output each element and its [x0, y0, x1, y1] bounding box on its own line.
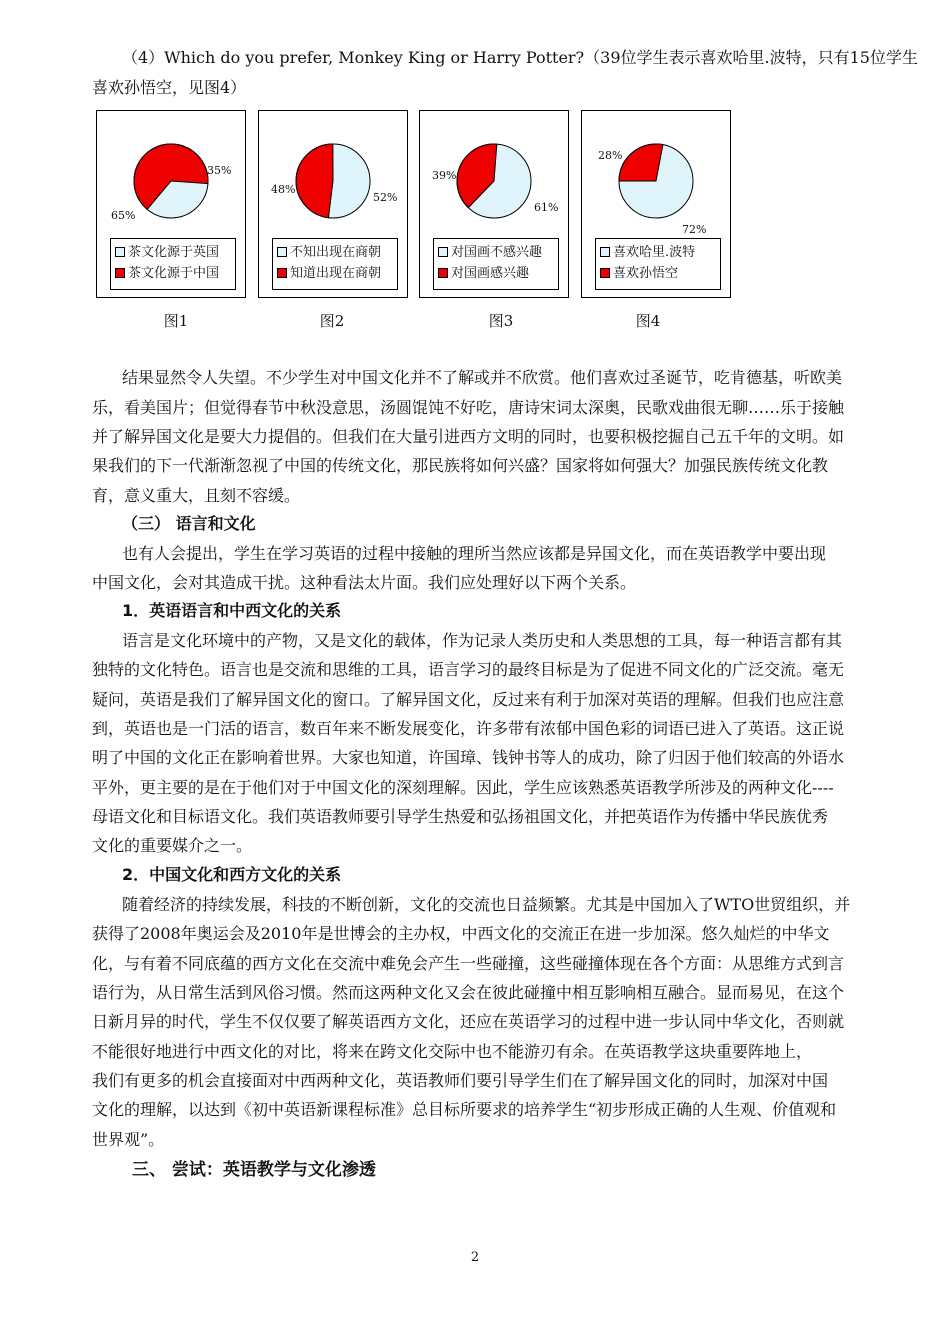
legend-label: 茶文化源于中国: [128, 266, 220, 281]
intro-line-1: （4）Which do you prefer, Monkey King or Harry Potter?（39位学生表示喜欢哈里.波特，只有15位学生: [122, 48, 918, 67]
legend-label: 知道出现在商朝: [290, 266, 382, 281]
legend-label: 茶文化源于英国: [128, 245, 220, 260]
legend-swatch-light: [115, 247, 125, 257]
paragraph-4-line: 我们有更多的机会直接面对中西两种文化，英语教师们要引导学生们在了解异国文化的同时，加深对中国: [92, 1071, 829, 1090]
paragraph-4-line: 化，与有着不同底蕴的西方文化在交流中难免会产生一些碰撞，这些碰撞体现在各个方面：从思维方式到言: [92, 954, 845, 973]
figure-3-caption: 图3: [488, 312, 514, 330]
legend-label: 喜欢孙悟空: [613, 266, 679, 281]
paragraph-1-line: 并了解异国文化是要大力提倡的。但我们在大量引进西方文明的同时，也要积极挖掘自己五千年的文明。如: [92, 427, 845, 446]
pie4-label-red: 28%: [598, 149, 623, 162]
figure-1-pie-chart: [96, 110, 246, 298]
legend-swatch-light: [277, 247, 287, 257]
legend-row: [600, 265, 678, 283]
legend-swatch-red: [277, 268, 287, 278]
paragraph-4-line: 不能很好地进行中西文化的对比，将来在跨文化交际中也不能游刃有余。在英语教学这块重要阵地上，: [92, 1042, 813, 1061]
figure-2-caption: 图2: [319, 312, 345, 330]
legend-row: [277, 265, 381, 283]
paragraph-4-line: 文化的理解，以达到《初中英语新课程标准》总目标所要求的培养学生“初步形成正确的人生观、价值观和: [92, 1100, 837, 1119]
legend-row: [277, 244, 381, 262]
legend-row: [115, 265, 219, 283]
legend-swatch-red: [115, 268, 125, 278]
paragraph-1-line: 乐，看美国片；但觉得春节中秋没意思，汤圆馄饨不好吃，唐诗宋词太深奥，民歌戏曲很无聊……乐于接触: [92, 398, 845, 417]
pie3-label-light: 61%: [534, 201, 559, 214]
legend-label: 对国画感兴趣: [451, 266, 530, 281]
figure-2-legend: [272, 238, 398, 290]
figure-2-pie-chart: [258, 110, 408, 298]
paragraph-4-line: 获得了2008年奥运会及2010年是世博会的主办权，中西文化的交流正在进一步加深。悠久灿烂的中华文: [92, 924, 830, 943]
legend-swatch-red: [600, 268, 610, 278]
paragraph-3-line: 语言是文化环境中的产物，又是文化的载体，作为记录人类历史和人类思想的工具，每一种语言都有其: [122, 631, 843, 650]
paragraph-3-line: 到，英语也是一门活的语言，数百年来不断发展变化，许多带有浓郁中国色彩的词语已进入了英语。这正说: [92, 719, 845, 738]
subheading-2: 2．中国文化和西方文化的关系: [122, 865, 342, 884]
pie4-label-light: 72%: [682, 223, 707, 236]
pie2-label-red: 48%: [271, 183, 296, 196]
intro-line-2: 喜欢孙悟空，见图4）: [92, 78, 247, 97]
section-heading-3: （三） 语言和文化: [122, 514, 256, 533]
paragraph-4-line: 世界观”。: [92, 1130, 165, 1149]
paragraph-4-line: 语行为，从日常生活到风俗习惯。然而这两种文化又会在彼此碰撞中相互影响相互融合。显而易见，在这个: [92, 983, 845, 1002]
legend-row: [438, 265, 529, 283]
pie1-label-light: 35%: [207, 164, 232, 177]
legend-swatch-red: [438, 268, 448, 278]
figure-3-pie-chart: [419, 110, 569, 298]
pie4-slice-monkey-king: [619, 144, 663, 181]
paragraph-4-line: 日新月异的时代，学生不仅仅要了解英语西方文化，还应在英语学习的过程中进一步认同中华文化，否则就: [92, 1012, 845, 1031]
paragraph-3-line: 疑问，英语是我们了解异国文化的窗口。了解异国文化，反过来有利于加深对英语的理解。但我们也应注意: [92, 690, 845, 709]
paragraph-3-line: 明了中国的文化正在影响着世界。大家也知道，许国璋、钱钟书等人的成功，除了归因于他们较高的外语水: [92, 748, 845, 767]
figure-4-pie-chart: [581, 110, 731, 298]
paragraph-3-line: 文化的重要媒介之一。: [92, 836, 253, 855]
paragraph-1-line: 育，意义重大，且刻不容缓。: [92, 486, 301, 505]
pie1-label-red: 65%: [111, 209, 136, 222]
legend-label: 喜欢哈里.波特: [613, 245, 696, 260]
legend-row: [600, 244, 695, 262]
section-heading-4: 三、 尝试：英语教学与文化渗透: [132, 1160, 376, 1180]
legend-label: 对国画不感兴趣: [451, 245, 543, 260]
paragraph-3-line: 独特的文化特色。语言也是交流和思维的工具，语言学习的最终目标是为了促进不同文化的广泛交流。毫无: [92, 660, 845, 679]
figure-4-legend: [595, 238, 721, 290]
paragraph-3-line: 平外，更主要的是在于他们对于中国文化的深刻理解。因此，学生应该熟悉英语教学所涉及的两种文化----: [92, 778, 834, 797]
pie2-slice-shang: [296, 144, 333, 218]
figure-4-caption: 图4: [635, 312, 661, 330]
subheading-1: 1．英语语言和中西文化的关系: [122, 601, 342, 620]
paragraph-1-line: 果我们的下一代渐渐忽视了中国的传统文化，那民族将如何兴盛？国家将如何强大？加强民族传统文化教: [92, 456, 829, 475]
paragraph-4-line: 随着经济的持续发展，科技的不断创新，文化的交流也日益频繁。尤其是中国加入了WTO世贸组织，并: [122, 895, 851, 914]
paragraph-3-line: 母语文化和目标语文化。我们英语教师要引导学生热爱和弘扬祖国文化，并把英语作为传播中华民族优秀: [92, 807, 829, 826]
legend-label: 不知出现在商朝: [290, 245, 382, 260]
page-number: 2: [470, 1250, 480, 1265]
legend-swatch-light: [600, 247, 610, 257]
figure-3-legend: [433, 238, 559, 290]
pie2-label-light: 52%: [373, 191, 398, 204]
pie3-label-red: 39%: [432, 169, 457, 182]
paragraph-2-line: 也有人会提出，学生在学习英语的过程中接触的理所当然应该都是异国文化，而在英语教学中要出现: [122, 544, 827, 563]
figure-1-caption: 图1: [163, 312, 189, 330]
paragraph-2-line: 中国文化，会对其造成干扰。这种看法太片面。我们应处理好以下两个关系。: [92, 573, 637, 592]
figure-1-legend: [110, 238, 236, 290]
paragraph-1-line: 结果显然令人失望。不少学生对中国文化并不了解或并不欣赏。他们喜欢过圣诞节，吃肯德基，听欧美: [122, 368, 843, 387]
legend-row: [115, 244, 219, 262]
legend-swatch-light: [438, 247, 448, 257]
legend-row: [438, 244, 542, 262]
